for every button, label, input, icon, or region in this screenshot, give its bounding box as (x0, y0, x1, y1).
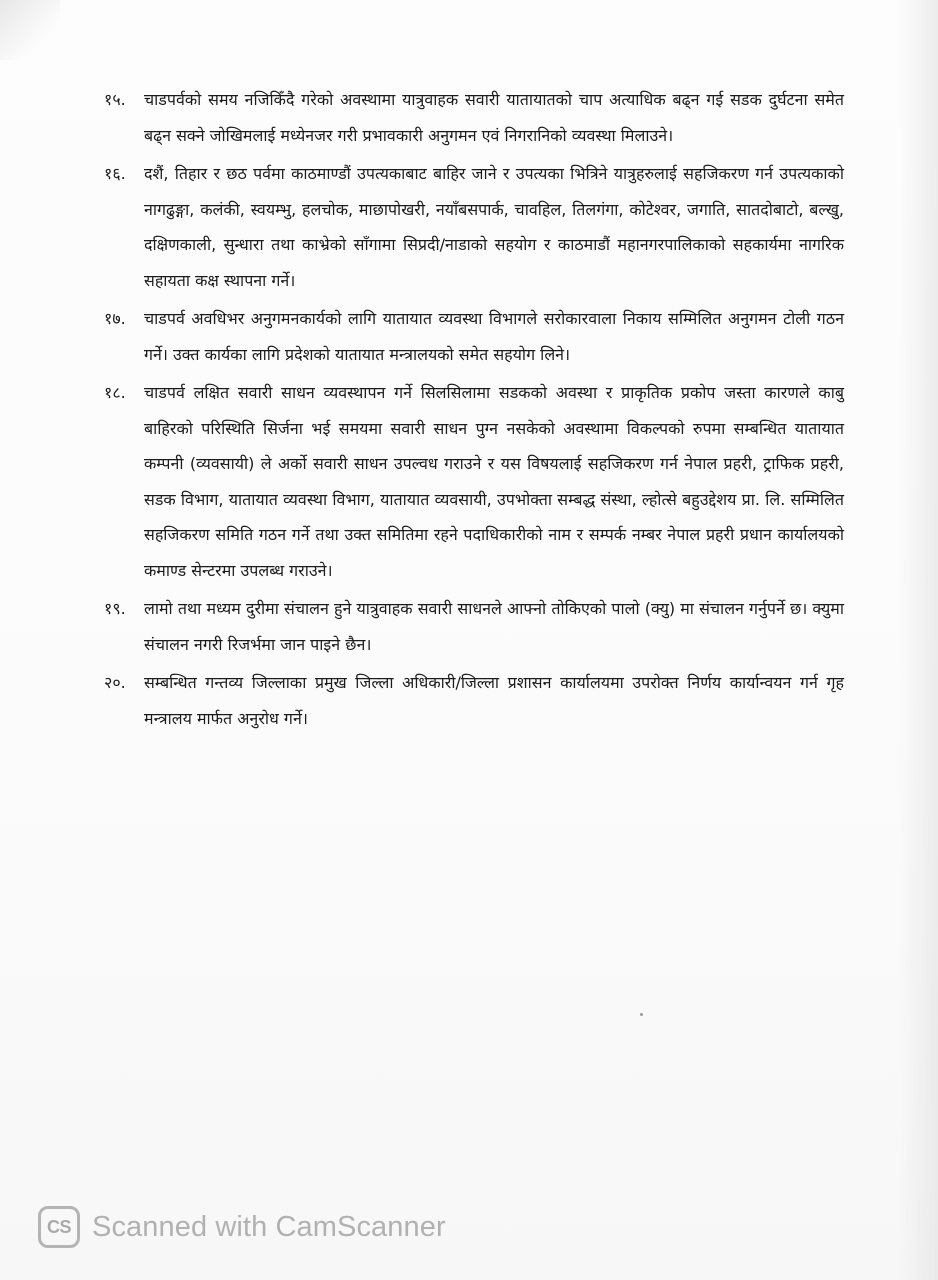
item-text: चाडपर्वको समय नजिकिँदै गरेको अवस्थामा यात्रुवाहक सवारी यातायातको चाप अत्याधिक बढ्न गई सडक दुर्घटना समेत बढ्न सक्ने जोखिमलाई मध्येनजर गरी प्रभावकारी अनुगमन एवं निगरानिको व्यवस्था मिलाउने। (144, 90, 844, 145)
camscanner-watermark (38, 1204, 446, 1250)
list-item-15 (104, 82, 844, 153)
camscanner-logo-icon (38, 1206, 80, 1248)
camscanner-logo-text: CS (46, 1216, 71, 1237)
item-text: सम्बन्धित गन्तव्य जिल्लाका प्रमुख जिल्ला अधिकारी/जिल्ला प्रशासन कार्यालयमा उपरोक्त निर्णय कार्यान्वयन गर्न गृह मन्त्रालय मार्फत अनुरोध गर्ने। (144, 673, 844, 728)
item-number: १८. (104, 383, 126, 402)
item-number: २०. (104, 673, 126, 692)
item-text: लामो तथा मध्यम दुरीमा संचालन हुने यात्रुवाहक सवारी साधनले आफ्नो तोकिएको पालो (क्यु) मा संचालन गर्नुपर्ने छ। क्युमा संचालन नगरी रिजर्भमा जान पाइने छैन। (144, 599, 844, 654)
list-item-20 (104, 665, 844, 736)
scan-speck (640, 1013, 643, 1016)
list-item-17 (104, 301, 844, 372)
item-number: १५. (104, 90, 126, 109)
item-number: १७. (104, 309, 126, 328)
list-item-19 (104, 591, 844, 662)
document-body (104, 82, 844, 739)
list-item-16 (104, 156, 844, 298)
list-item-18 (104, 375, 844, 588)
item-number: १९. (104, 599, 126, 618)
item-text: चाडपर्व लक्षित सवारी साधन व्यवस्थापन गर्ने सिलसिलामा सडकको अवस्था र प्राकृतिक प्रकोप जस्ता कारणले काबु बाहिरको परिस्थिति सिर्जना भई समयमा सवारी साधन पुग्न नसकेको अवस्थामा विकल्पको रुपमा सम्बन्धित यातायात कम्पनी (व्यवसायी) ले अर्को सवारी साधन उपल्वध गराउने र यस विषयलाई सहजिकरण गर्न नेपाल प्रहरी, ट्राफिक प्रहरी, सडक विभाग, यातायात व्यवस्था विभाग, यातायात व्यवसायी, उपभोक्ता सम्बद्ध संस्था, ल्होत्से बहुउद्देशय प्रा. लि. सम्मिलित सहजिकरण समिति गठन गर्ने तथा उक्त समितिमा रहने पदाधिकारीको नाम र सम्पर्क नम्बर नेपाल प्रहरी प्रधान कार्यालयको कमाण्ड सेन्टरमा उपलब्ध गराउने। (144, 383, 844, 580)
item-text: दशैं, तिहार र छठ पर्वमा काठमाण्डौं उपत्यकाबाट बाहिर जाने र उपत्यका भित्रिने यात्रुहरुलाई सहजिकरण गर्न उपत्यकाको नागढुङ्गा, कलंकी, स्वयम्भु, हलचोक, माछापोखरी, नयाँबसपार्क, चावहिल, तिलगंगा, कोटेश्वर, जगाति, सातदोबाटो, बल्खु, दक्षिणकाली, सुन्धारा तथा काभ्रेको साँगामा सिप्रदी/नाडाको सहयोग र काठमाडौं महानगरपालिकाको सहकार्यमा नागरिक सहायता कक्ष स्थापना गर्ने। (144, 164, 844, 290)
item-number: १६. (104, 164, 126, 183)
item-text: चाडपर्व अवधिभर अनुगमनकार्यको लागि यातायात व्यवस्था विभागले सरोकारवाला निकाय सम्मिलित अनुगमन टोली गठन गर्ने। उक्त कार्यका लागि प्रदेशको यातायात मन्त्रालयको समेत सहयोग लिने। (144, 309, 844, 364)
watermark-text: Scanned with CamScanner (92, 1210, 446, 1243)
